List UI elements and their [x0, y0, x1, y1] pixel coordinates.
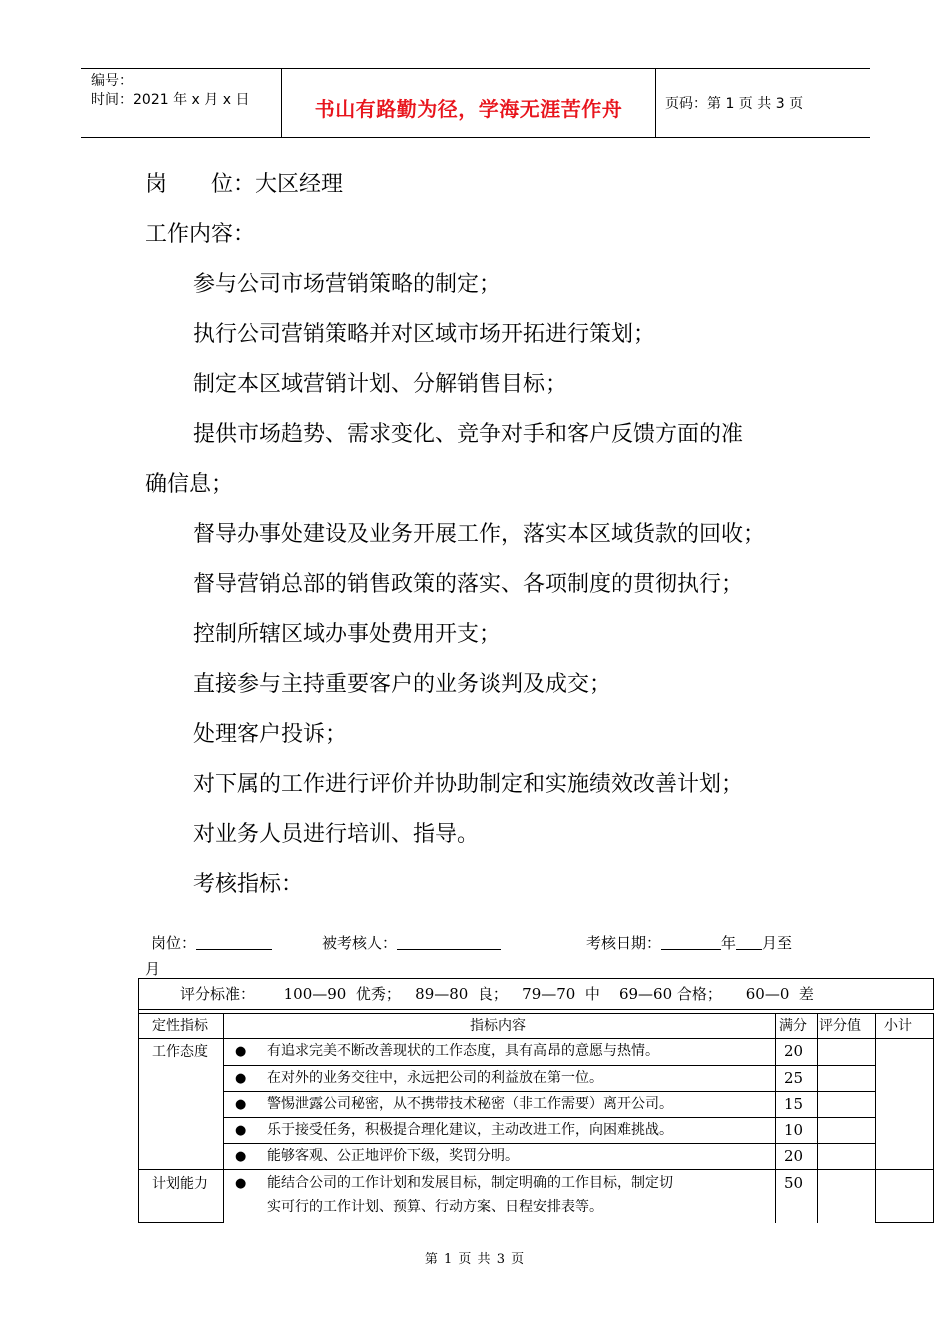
- motto: 书山有路勤为径，学海无涯苦作舟: [314, 97, 623, 121]
- duty-item: 对业务人员进行培训、指导。: [193, 822, 480, 847]
- duty-item-continued: 确信息；: [145, 472, 234, 497]
- post-label-a: 岗: [145, 172, 168, 197]
- col-header-indicator: 定性指标: [152, 1018, 208, 1034]
- form-assessee-field: [322, 934, 501, 952]
- duty-item: 执行公司营销策略并对区域市场开拓进行策划；: [193, 322, 656, 347]
- form-post-field: [151, 934, 272, 952]
- bullet-icon: ●: [235, 1123, 247, 1138]
- indicator-text: 在对外的业务交往中，永远把公司的利益放在第一位。: [267, 1070, 603, 1086]
- bullet-icon: ●: [235, 1097, 247, 1112]
- col-header-score: 评分值: [819, 1018, 861, 1034]
- header-left: [81, 69, 281, 137]
- form-month-to-label: 月至: [762, 934, 793, 952]
- post-line: [145, 172, 343, 198]
- form-assessee-label: 被考核人：: [322, 934, 398, 952]
- page-footer: 第 1 页 共 3 页: [424, 1252, 526, 1267]
- number-label: 编号：: [91, 73, 133, 89]
- duty-item: 提供市场趋势、需求变化、竞争对手和客户反馈方面的准: [193, 422, 744, 447]
- indicator-text: 能结合公司的工作计划和发展目标，制定明确的工作目标，制定切: [267, 1175, 673, 1191]
- col-header-subtotal: 小计: [884, 1018, 912, 1034]
- form-date-label: 考核日期：: [586, 934, 662, 952]
- duty-item: 直接参与主持重要客户的业务谈判及成交；: [193, 672, 612, 697]
- form-month-blank[interactable]: [736, 935, 762, 950]
- bullet-icon: ●: [235, 1176, 247, 1191]
- duty-item: 处理客户投诉；: [193, 722, 348, 747]
- assessment-table: [138, 978, 934, 1223]
- duty-item: 对下属的工作进行评价并协助制定和实施绩效改善计划；: [193, 772, 744, 797]
- post-label-b: 位：大区经理: [211, 172, 344, 197]
- duty-item: 督导办事处建设及业务开展工作，落实本区域货款的回收；: [193, 522, 766, 547]
- full-score: 25: [784, 1069, 804, 1087]
- time-label: 时间：2021 年 x 月 x 日: [91, 92, 250, 108]
- indicator-text: 能够客观、公正地评价下级，奖罚分明。: [267, 1148, 519, 1164]
- page-header: [81, 68, 870, 138]
- duty-item: 参与公司市场营销策略的制定；: [193, 272, 502, 297]
- duty-item: 控制所辖区域办事处费用开支；: [193, 622, 502, 647]
- bullet-icon: ●: [235, 1149, 247, 1164]
- duty-item: 督导营销总部的销售政策的落实、各项制度的贯彻执行；: [193, 572, 744, 597]
- duty-item: 制定本区域营销计划、分解销售目标；: [193, 372, 568, 397]
- full-score: 10: [784, 1121, 804, 1139]
- full-score: 20: [784, 1042, 804, 1060]
- form-year-blank[interactable]: [661, 935, 721, 950]
- group-work-attitude: 工作态度: [152, 1044, 208, 1060]
- form-year-label: 年: [721, 934, 737, 952]
- header-middle: [281, 69, 656, 137]
- content-label: 工作内容：: [145, 222, 256, 247]
- col-header-content: 指标内容: [470, 1018, 526, 1034]
- indicator-text-continued: 实可行的工作计划、预算、行动方案、日程安排表等。: [267, 1199, 603, 1215]
- full-score: 50: [784, 1174, 804, 1192]
- score-scale: 评分标准： 100—90 优秀； 89—80 良； 79—70 中 69—60 合格； 60—0 差: [180, 985, 814, 1003]
- indicator-text: 乐于接受任务，积极提合理化建议，主动改进工作，向困难挑战。: [267, 1122, 673, 1138]
- full-score: 15: [784, 1095, 804, 1113]
- page-code: 页码：第 1 页 共 3 页: [665, 96, 804, 112]
- kpi-label: 考核指标：: [193, 872, 304, 897]
- group-planning-ability: 计划能力: [152, 1176, 208, 1192]
- bullet-icon: ●: [235, 1071, 247, 1086]
- form-month-label: 月: [145, 960, 161, 978]
- full-score: 20: [784, 1147, 804, 1165]
- col-header-full-score: 满分: [779, 1018, 807, 1034]
- header-right: [655, 69, 870, 137]
- form-date-field: [586, 934, 792, 952]
- indicator-text: 有追求完美不断改善现状的工作态度，具有高昂的意愿与热情。: [267, 1043, 659, 1059]
- bullet-icon: ●: [235, 1044, 247, 1059]
- form-assessee-blank[interactable]: [397, 935, 501, 950]
- indicator-text: 警惕泄露公司秘密，从不携带技术秘密（非工作需要）离开公司。: [267, 1096, 673, 1112]
- form-post-blank[interactable]: [196, 935, 272, 950]
- form-post-label: 岗位：: [151, 934, 197, 952]
